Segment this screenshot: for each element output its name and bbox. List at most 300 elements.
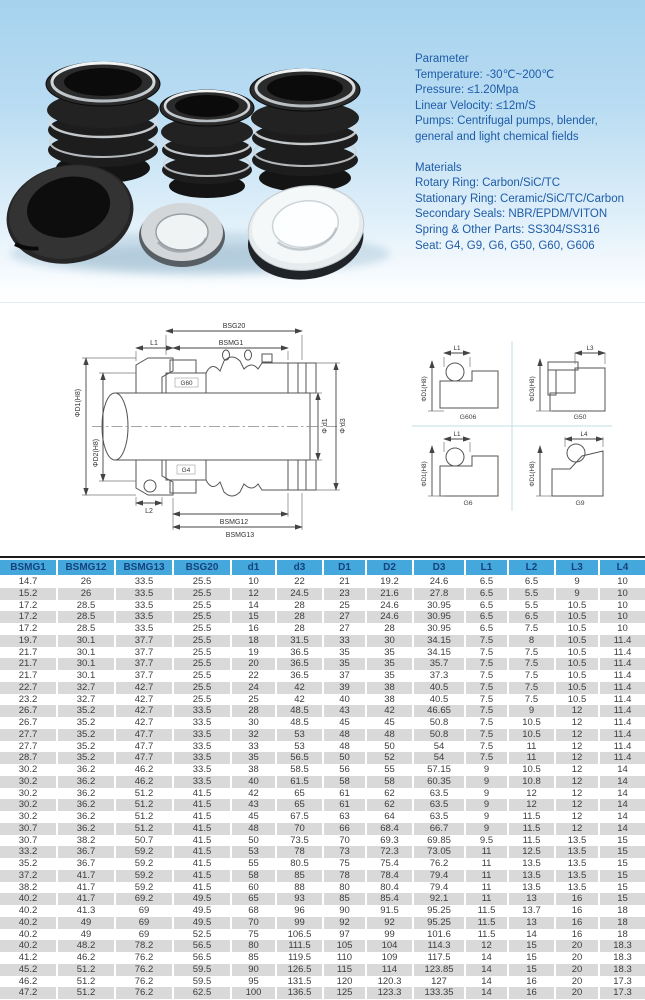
table-cell: 114.3 bbox=[414, 940, 466, 952]
seat-label-g4: G4 bbox=[181, 467, 191, 474]
table-cell: 59.2 bbox=[116, 846, 174, 858]
table-cell: 50.7 bbox=[116, 835, 174, 847]
table-cell: 6.5 bbox=[466, 576, 509, 588]
table-cell: 7.5 bbox=[466, 670, 509, 682]
table-row bbox=[0, 952, 645, 964]
table-cell: 11.4 bbox=[613, 752, 632, 764]
table-cell: 12 bbox=[556, 729, 600, 741]
table-cell: 12 bbox=[556, 811, 600, 823]
table-cell: 13 bbox=[509, 893, 556, 905]
dim-bsmg1: BSMG1 bbox=[218, 340, 244, 347]
table-cell: 47.7 bbox=[116, 729, 174, 741]
table-cell: 10.5 bbox=[556, 647, 600, 659]
table-cell: 10.5 bbox=[509, 764, 556, 776]
table-cell: 68 bbox=[232, 905, 277, 917]
table-cell: 39 bbox=[324, 682, 367, 694]
table-cell: 27 bbox=[324, 611, 367, 623]
table-cell: 16 bbox=[556, 917, 600, 929]
spacer bbox=[415, 146, 641, 161]
table-row bbox=[0, 717, 645, 729]
table-cell: 46.2 bbox=[58, 952, 116, 964]
table-cell: 32.7 bbox=[58, 682, 116, 694]
table-cell: 96 bbox=[277, 905, 324, 917]
table-cell: 14 bbox=[617, 811, 628, 823]
table-cell: 18.3 bbox=[613, 940, 632, 952]
table-cell: 12 bbox=[556, 788, 600, 800]
table-cell: 30.1 bbox=[58, 635, 116, 647]
table-cell: 27.7 bbox=[0, 741, 58, 753]
table-cell: 54 bbox=[414, 741, 466, 753]
table-cell: 15 bbox=[617, 881, 628, 893]
table-row bbox=[0, 893, 645, 905]
table-row bbox=[0, 682, 645, 694]
column-header: L2 bbox=[509, 560, 556, 576]
table-cell: 11.5 bbox=[466, 929, 509, 941]
table-cell: 14 bbox=[617, 775, 628, 787]
table-cell: 41.5 bbox=[174, 858, 232, 870]
table-cell: 35 bbox=[232, 752, 277, 764]
table-cell: 18 bbox=[617, 905, 628, 917]
hero-section bbox=[0, 0, 645, 302]
table-cell: 58.5 bbox=[277, 764, 324, 776]
table-cell: 17.2 bbox=[0, 611, 58, 623]
column-header: BSG20 bbox=[174, 560, 232, 576]
table-cell: 56.5 bbox=[277, 752, 324, 764]
table-cell: 65 bbox=[277, 788, 324, 800]
table-cell: 63.5 bbox=[414, 788, 466, 800]
table-cell: 41.5 bbox=[174, 811, 232, 823]
parameter-line: general and light chemical fields bbox=[415, 130, 579, 143]
table-cell: 67.5 bbox=[277, 811, 324, 823]
table-row bbox=[0, 776, 645, 788]
table-cell: 48 bbox=[324, 741, 367, 753]
table-cell: 70 bbox=[277, 823, 324, 835]
table-cell: 9 bbox=[466, 788, 509, 800]
table-cell: 70 bbox=[232, 917, 277, 929]
table-cell: 120 bbox=[324, 976, 367, 988]
table-cell: 11 bbox=[466, 870, 509, 882]
table-cell: 13.5 bbox=[509, 858, 556, 870]
dim-label: L1 bbox=[453, 345, 461, 352]
table-cell: 12 bbox=[556, 752, 600, 764]
table-cell: 62 bbox=[367, 799, 414, 811]
table-cell: 9 bbox=[509, 705, 556, 717]
table-cell: 20 bbox=[556, 964, 600, 976]
table-cell: 30.2 bbox=[0, 788, 58, 800]
table-cell: 50 bbox=[367, 741, 414, 753]
table-cell: 51.2 bbox=[116, 823, 174, 835]
materials-line: Stationary Ring: Ceramic/SiC/TC/Carbon bbox=[415, 192, 624, 205]
table-row bbox=[0, 729, 645, 741]
table-cell: 6.5 bbox=[466, 623, 509, 635]
table-cell: 64 bbox=[367, 811, 414, 823]
dim-phi-d2-h8: ΦD2(H8) bbox=[93, 438, 100, 468]
table-cell: 49 bbox=[58, 917, 116, 929]
table-cell: 42.7 bbox=[116, 705, 174, 717]
table-cell: 123.3 bbox=[367, 987, 414, 999]
materials-line: Rotary Ring: Carbon/SiC/TC bbox=[415, 177, 561, 190]
table-row bbox=[0, 635, 645, 647]
table-cell: 24.6 bbox=[414, 576, 466, 588]
table-cell: 58 bbox=[367, 776, 414, 788]
table-row bbox=[0, 823, 645, 835]
table-cell: 69 bbox=[116, 929, 174, 941]
table-cell: 50 bbox=[324, 752, 367, 764]
table-cell: 37.7 bbox=[116, 635, 174, 647]
table-cell: 33.5 bbox=[116, 600, 174, 612]
table-cell: 61.5 bbox=[277, 776, 324, 788]
table-cell: 27.8 bbox=[414, 588, 466, 600]
table-row bbox=[0, 964, 645, 976]
table-row bbox=[0, 799, 645, 811]
table-cell: 28 bbox=[367, 623, 414, 635]
table-cell: 41.7 bbox=[58, 882, 116, 894]
table-cell: 42 bbox=[277, 694, 324, 706]
table-row bbox=[0, 600, 645, 612]
table-cell: 25.5 bbox=[174, 694, 232, 706]
table-cell: 41.5 bbox=[174, 870, 232, 882]
table-cell: 10 bbox=[232, 576, 277, 588]
table-cell: 30.2 bbox=[0, 764, 58, 776]
table-cell: 49 bbox=[58, 929, 116, 941]
table-cell: 13.5 bbox=[556, 870, 600, 882]
table-cell: 14 bbox=[617, 764, 628, 776]
table-cell: 46.65 bbox=[414, 705, 466, 717]
table-cell: 85.4 bbox=[367, 893, 414, 905]
table-cell: 85 bbox=[232, 952, 277, 964]
table-cell: 18.3 bbox=[613, 952, 632, 964]
table-cell: 11.4 bbox=[613, 646, 632, 658]
table-cell: 47.7 bbox=[116, 752, 174, 764]
dim-label: ΦD3(H8) bbox=[529, 376, 536, 402]
table-cell: 41.5 bbox=[174, 846, 232, 858]
table-cell: 35.7 bbox=[414, 658, 466, 670]
table-cell: 33.5 bbox=[116, 611, 174, 623]
table-cell: 33 bbox=[232, 741, 277, 753]
table-cell: 13.5 bbox=[556, 882, 600, 894]
dim-phi-d3: Φ d3 bbox=[340, 418, 347, 434]
table-cell: 26.7 bbox=[0, 705, 58, 717]
table-cell: 48 bbox=[324, 729, 367, 741]
table-cell: 35.2 bbox=[58, 705, 116, 717]
dim-label: L4 bbox=[580, 431, 588, 438]
table-cell: 127 bbox=[414, 976, 466, 988]
table-cell: 35 bbox=[367, 647, 414, 659]
table-cell: 51.2 bbox=[58, 987, 116, 999]
table-cell: 35.2 bbox=[58, 729, 116, 741]
table-cell: 110 bbox=[324, 952, 367, 964]
table-row bbox=[0, 905, 645, 917]
main-cross-section bbox=[75, 323, 347, 539]
table-cell: 9 bbox=[466, 811, 509, 823]
table-cell: 7.5 bbox=[466, 682, 509, 694]
table-cell: 16 bbox=[556, 929, 600, 941]
table-cell: 95 bbox=[232, 976, 277, 988]
table-cell: 40.2 bbox=[0, 940, 58, 952]
table-cell: 55 bbox=[232, 858, 277, 870]
table-cell: 79.4 bbox=[414, 870, 466, 882]
table-cell: 9.5 bbox=[466, 835, 509, 847]
table-cell: 11.5 bbox=[466, 917, 509, 929]
seat-name: G50 bbox=[573, 414, 587, 421]
bellows-seal-large bbox=[46, 62, 160, 183]
table-cell: 18 bbox=[617, 916, 628, 928]
table-cell: 7.5 bbox=[466, 729, 509, 741]
table-cell: 20 bbox=[556, 952, 600, 964]
table-cell: 69 bbox=[116, 905, 174, 917]
table-cell: 11 bbox=[466, 858, 509, 870]
table-cell: 19.2 bbox=[367, 576, 414, 588]
table-cell: 35 bbox=[367, 670, 414, 682]
table-cell: 33.5 bbox=[174, 705, 232, 717]
table-cell: 80.4 bbox=[367, 882, 414, 894]
table-cell: 79.4 bbox=[414, 882, 466, 894]
table-cell: 25.5 bbox=[174, 600, 232, 612]
table-cell: 92 bbox=[367, 917, 414, 929]
seat-diagram-g50 bbox=[529, 345, 605, 421]
table-cell: 40.2 bbox=[0, 893, 58, 905]
dim-phi-d1-h8: ΦD1(H8) bbox=[75, 388, 82, 418]
table-cell: 37 bbox=[324, 670, 367, 682]
table-cell: 45.2 bbox=[0, 964, 58, 976]
table-cell: 41.3 bbox=[58, 905, 116, 917]
table-cell: 100 bbox=[232, 987, 277, 999]
specs-panel bbox=[415, 52, 641, 254]
table-cell: 10.5 bbox=[509, 717, 556, 729]
table-cell: 38.2 bbox=[0, 882, 58, 894]
parameter-line: Linear Velocity: ≤12m/S bbox=[415, 99, 536, 112]
table-row bbox=[0, 588, 645, 600]
table-cell: 11.4 bbox=[613, 681, 632, 693]
table-cell: 53 bbox=[277, 729, 324, 741]
table-cell: 7.5 bbox=[509, 623, 556, 635]
table-cell: 62.5 bbox=[174, 987, 232, 999]
table-cell: 31.5 bbox=[277, 635, 324, 647]
table-cell: 12 bbox=[556, 717, 600, 729]
table-cell: 48.5 bbox=[277, 717, 324, 729]
table-row bbox=[0, 705, 645, 717]
table-cell: 14 bbox=[466, 987, 509, 999]
table-cell: 46.2 bbox=[116, 764, 174, 776]
table-cell: 53 bbox=[277, 741, 324, 753]
table-cell: 36.2 bbox=[58, 811, 116, 823]
table-cell: 16 bbox=[509, 976, 556, 988]
table-cell: 41.5 bbox=[174, 799, 232, 811]
table-cell: 38 bbox=[232, 764, 277, 776]
table-header-row bbox=[0, 560, 645, 576]
table-cell: 40 bbox=[232, 776, 277, 788]
table-cell: 35.2 bbox=[58, 717, 116, 729]
table-cell: 9 bbox=[466, 823, 509, 835]
table-cell: 7.5 bbox=[509, 658, 556, 670]
table-cell: 48 bbox=[367, 729, 414, 741]
table-cell: 60.35 bbox=[414, 776, 466, 788]
table-cell: 41.5 bbox=[174, 835, 232, 847]
table-cell: 43 bbox=[232, 799, 277, 811]
table-cell: 26 bbox=[58, 576, 116, 588]
table-cell: 10 bbox=[617, 599, 628, 611]
table-cell: 15.2 bbox=[0, 588, 58, 600]
table-cell: 76.2 bbox=[116, 987, 174, 999]
table-cell: 99 bbox=[277, 917, 324, 929]
table-cell: 26.7 bbox=[0, 717, 58, 729]
table-cell: 20 bbox=[232, 658, 277, 670]
table-cell: 12.5 bbox=[509, 846, 556, 858]
table-cell: 36.2 bbox=[58, 799, 116, 811]
table-cell: 28.5 bbox=[58, 623, 116, 635]
table-cell: 120.3 bbox=[367, 976, 414, 988]
table-cell: 76.2 bbox=[116, 964, 174, 976]
table-cell: 25.5 bbox=[174, 670, 232, 682]
table-cell: 75 bbox=[232, 929, 277, 941]
column-header: d1 bbox=[232, 560, 277, 576]
table-cell: 111.5 bbox=[277, 940, 324, 952]
table-cell: 10.5 bbox=[556, 682, 600, 694]
table-cell: 63.5 bbox=[414, 799, 466, 811]
table-cell: 37.3 bbox=[414, 670, 466, 682]
table-cell: 20 bbox=[556, 987, 600, 999]
table-cell: 41.5 bbox=[174, 882, 232, 894]
table-cell: 12 bbox=[556, 799, 600, 811]
table-cell: 54 bbox=[414, 752, 466, 764]
table-cell: 11.4 bbox=[613, 717, 632, 729]
table-cell: 62 bbox=[367, 788, 414, 800]
materials-line: Secondary Seals: NBR/EPDM/VITON bbox=[415, 208, 608, 221]
table-cell: 56.5 bbox=[174, 952, 232, 964]
table-cell: 40.2 bbox=[0, 929, 58, 941]
materials-lines bbox=[415, 176, 641, 254]
table-cell: 7.5 bbox=[509, 694, 556, 706]
table-cell: 52.5 bbox=[174, 929, 232, 941]
seat-diagram-g606 bbox=[421, 345, 498, 421]
seat-label-g60: G60 bbox=[180, 380, 193, 387]
table-cell: 33.5 bbox=[174, 729, 232, 741]
table-cell: 65 bbox=[277, 799, 324, 811]
table-cell: 51.2 bbox=[58, 976, 116, 988]
table-cell: 14 bbox=[509, 929, 556, 941]
table-cell: 11.4 bbox=[613, 670, 632, 682]
table-cell: 11 bbox=[509, 741, 556, 753]
materials-line: Seat: G4, G9, G6, G50, G60, G606 bbox=[415, 239, 595, 252]
table-cell: 7.5 bbox=[509, 647, 556, 659]
table-cell: 36.5 bbox=[277, 670, 324, 682]
table-cell: 56.5 bbox=[174, 940, 232, 952]
table-cell: 59.2 bbox=[116, 870, 174, 882]
table-row bbox=[0, 623, 645, 635]
table-cell: 24 bbox=[232, 682, 277, 694]
table-row bbox=[0, 752, 645, 764]
table-cell: 38.2 bbox=[58, 835, 116, 847]
seat-name: G9 bbox=[575, 500, 585, 507]
table-cell: 30.1 bbox=[58, 670, 116, 682]
table-row bbox=[0, 835, 645, 847]
table-cell: 41.2 bbox=[0, 952, 58, 964]
table-cell: 20 bbox=[556, 940, 600, 952]
table-cell: 12 bbox=[556, 705, 600, 717]
table-cell: 93 bbox=[277, 893, 324, 905]
seat-name: G6 bbox=[463, 500, 473, 507]
seat-detail-diagrams bbox=[412, 341, 612, 511]
table-cell: 80 bbox=[324, 882, 367, 894]
table-cell: 14 bbox=[466, 952, 509, 964]
table-cell: 25.5 bbox=[174, 635, 232, 647]
column-header: d3 bbox=[277, 560, 324, 576]
table-cell: 10.5 bbox=[556, 611, 600, 623]
dim-label: ΦD1(H8) bbox=[421, 461, 428, 487]
table-cell: 12 bbox=[509, 799, 556, 811]
table-cell: 9 bbox=[556, 588, 600, 600]
table-cell: 17.3 bbox=[613, 975, 632, 987]
seat-diagram-g9 bbox=[529, 431, 603, 507]
table-row bbox=[0, 670, 645, 682]
table-cell: 52 bbox=[367, 752, 414, 764]
table-cell: 45 bbox=[367, 717, 414, 729]
table-cell: 36.2 bbox=[58, 823, 116, 835]
table-cell: 22.7 bbox=[0, 682, 58, 694]
table-cell: 35 bbox=[324, 647, 367, 659]
table-cell: 15 bbox=[617, 834, 628, 846]
table-cell: 35.2 bbox=[0, 858, 58, 870]
table-cell: 50.8 bbox=[414, 729, 466, 741]
table-row bbox=[0, 929, 645, 941]
table-cell: 70 bbox=[324, 835, 367, 847]
table-cell: 14 bbox=[617, 822, 628, 834]
table-cell: 42 bbox=[232, 788, 277, 800]
diagram-section bbox=[0, 302, 645, 557]
table-cell: 40.2 bbox=[0, 917, 58, 929]
table-cell: 60 bbox=[232, 882, 277, 894]
table-cell: 15 bbox=[509, 964, 556, 976]
table-cell: 10 bbox=[617, 587, 628, 599]
table-cell: 73 bbox=[324, 846, 367, 858]
table-cell: 11.4 bbox=[613, 658, 632, 670]
table-cell: 26 bbox=[58, 588, 116, 600]
table-cell: 42.7 bbox=[116, 694, 174, 706]
table-cell: 106.5 bbox=[277, 929, 324, 941]
table-cell: 18 bbox=[232, 635, 277, 647]
table-cell: 85 bbox=[324, 893, 367, 905]
table-cell: 6.5 bbox=[509, 611, 556, 623]
dim-bsmg13: BSMG13 bbox=[225, 532, 255, 539]
dim-bsg20: BSG20 bbox=[222, 323, 246, 330]
table-cell: 12 bbox=[556, 776, 600, 788]
table-cell: 76.2 bbox=[116, 976, 174, 988]
table-cell: 38 bbox=[367, 694, 414, 706]
table-cell: 25 bbox=[324, 600, 367, 612]
table-cell: 126.5 bbox=[277, 964, 324, 976]
table-cell: 11.4 bbox=[613, 705, 632, 717]
table-cell: 30.2 bbox=[0, 811, 58, 823]
table-cell: 17.2 bbox=[0, 623, 58, 635]
column-header: D1 bbox=[324, 560, 367, 576]
table-cell: 133.35 bbox=[414, 987, 466, 999]
table-cell: 8 bbox=[509, 635, 556, 647]
parameter-line: Temperature: -30℃~200℃ bbox=[415, 68, 555, 81]
table-cell: 92 bbox=[324, 917, 367, 929]
table-cell: 53 bbox=[232, 846, 277, 858]
table-cell: 11 bbox=[466, 893, 509, 905]
table-cell: 28.5 bbox=[58, 611, 116, 623]
table-cell: 25.5 bbox=[174, 588, 232, 600]
table-cell: 15 bbox=[617, 893, 628, 905]
table-cell: 7.5 bbox=[509, 670, 556, 682]
table-row bbox=[0, 576, 645, 588]
column-header: L4 bbox=[600, 560, 645, 576]
table-cell: 69.85 bbox=[414, 835, 466, 847]
table-cell: 36.2 bbox=[58, 764, 116, 776]
table-cell: 36.5 bbox=[277, 658, 324, 670]
table-cell: 33.5 bbox=[116, 576, 174, 588]
